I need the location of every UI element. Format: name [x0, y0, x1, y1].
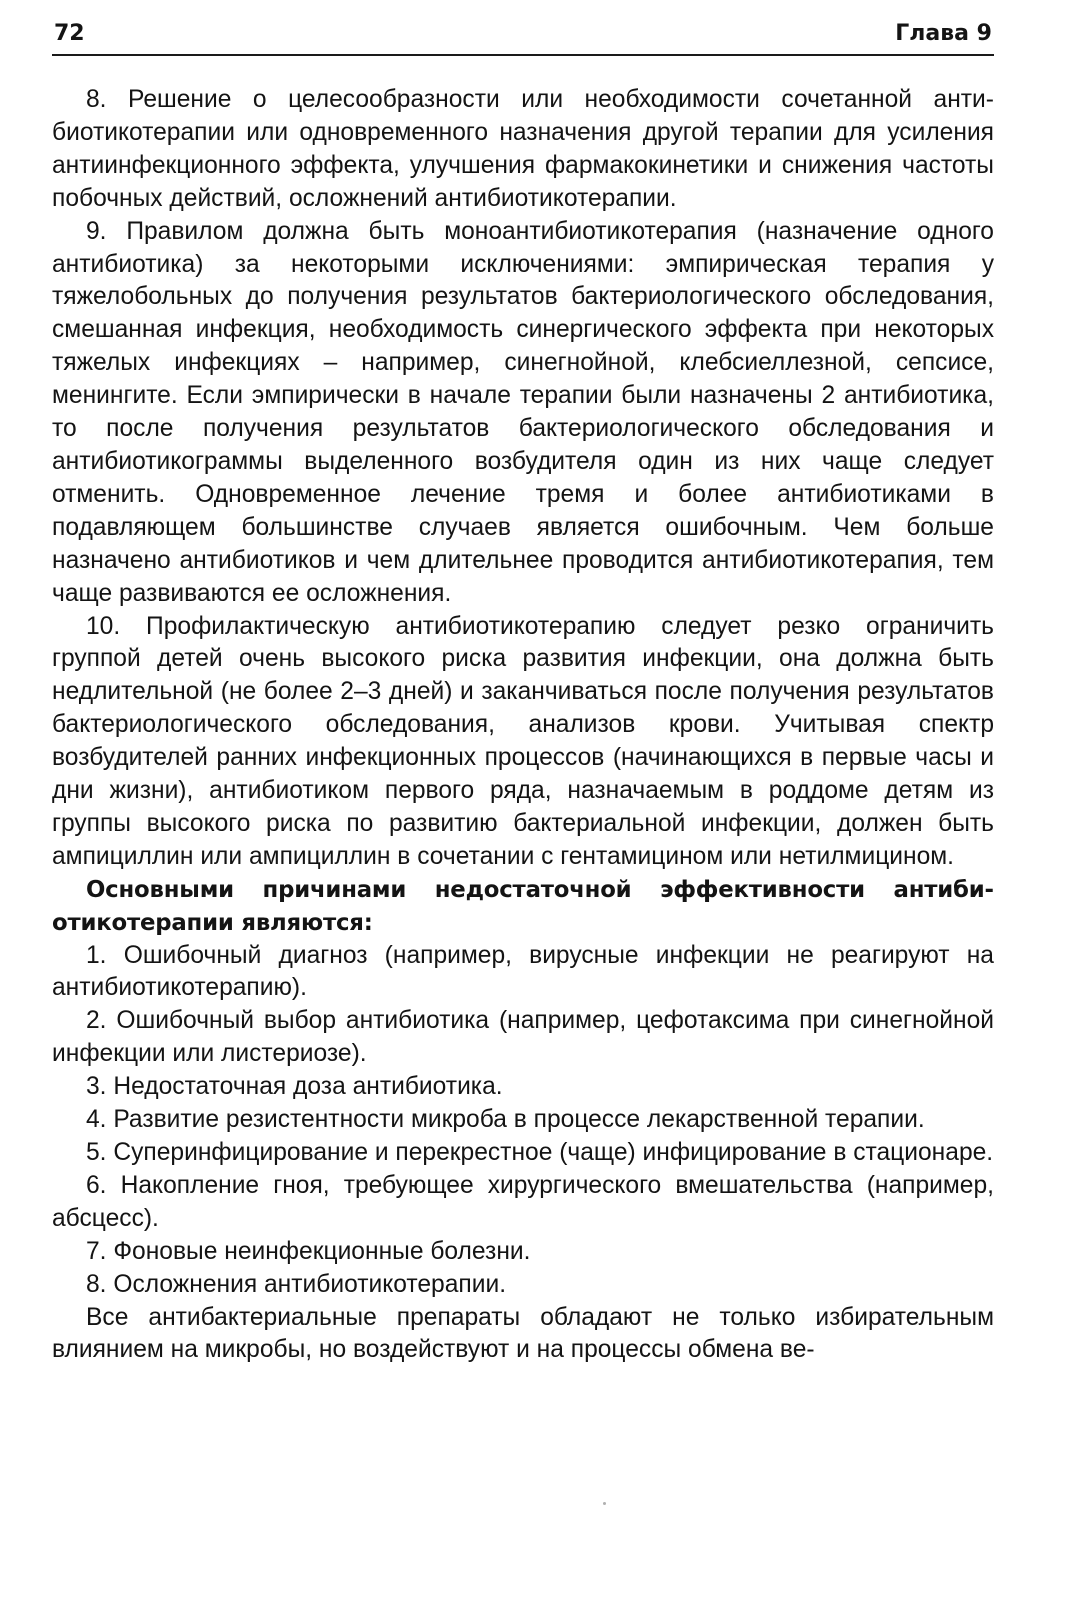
cause-item-7: 7. Фоновые неинфекционные болезни. — [86, 1237, 531, 1265]
cause-item-2: 2. Ошибочный выбор антибиотика (например, цефотаксима при синегнойной инфекции или листериозе). — [52, 1007, 994, 1068]
cause-item-4: 4. Развитие резистентности микроба в процессе лекарственной терапии. — [86, 1106, 925, 1134]
cause-item-6: 6. Накопление гноя, требующее хирургического вмешательства (например, абсцесс). — [52, 1171, 994, 1232]
cause-item-1: 1. Ошибочный диагноз (например, вирусные инфекции не реагируют на антибиотикотерапию). — [52, 941, 994, 1002]
paragraph-item-10: 10. Профилактическую антибиотикотерапию следует резко ограничить группой детей очень высокого риска развития инфекции, она должна быть недлительной (не более 2–3 дней) и заканчиваться после получения результатов бактериологического обследования, анализов крови. Учитывая спектр возбудителей ранних инфекционных процессов (начинающихся в первые часы и дни жизни), антибиотиком первого ряда, назначаемым в роддоме детям из группы высокого риска по развитию бактериальной инфекции, должен быть ампициллин или ампициллин в сочетании с гентамицином или нетилмицином. — [52, 612, 994, 870]
paragraph-item-9: 9. Правилом должна быть моноантибиотикотерапия (назначение одного антибиотика) за некоторыми исключениями: эмпирическая терапия у тяжелобольных до получения результатов бактериологического обследования, смешанная инфекция, необходимость синергического эффекта при некоторых тяжелых инфекциях – например, синегнойной, клебсиеллезной, сепсисе, менингите. Если эмпирически в начале терапии были назначены 2 антибиотика, то после получения результатов бактериологического обследования и антибиотикограммы выделенного возбудителя один из них чаще следует отменить. Одновременное лечение тремя и более антибиотиками в подавляющем большинстве случаев является ошибочным. Чем больше назначено антибиотиков и чем длительнее проводится антибиотикотерапия, тем чаще развиваются ее осложнения. — [52, 217, 994, 607]
paragraph-item-8: 8. Решение о целесообразности или необходимости сочетанной антибиотикотерапии или одновременного назначения другой терапии для усиления антиинфекционного эффекта, улучшения фармакокинетики и снижения частоты побочных действий, осложнений антибиотикотерапии. — [52, 86, 994, 212]
section-heading: Основными причинами недостаточной эффективности антибиотикотерапии являются: — [52, 876, 994, 936]
book-page — [52, 18, 994, 1367]
chapter-title: Глава 9 — [895, 21, 992, 46]
closing-paragraph: Все антибактериальные препараты обладают не только избирательным влиянием на микробы, но воздействуют и на процессы обмена ве- — [52, 1303, 994, 1364]
cause-item-5: 5. Суперинфицирование и перекрестное (чаще) инфицирование в стационаре. — [86, 1139, 994, 1166]
scan-speck — [603, 1502, 606, 1505]
page-body — [52, 84, 994, 1367]
page-header — [52, 18, 994, 56]
cause-item-8: 8. Осложнения антибиотикотерапии. — [86, 1270, 507, 1298]
page-number: 72 — [54, 21, 85, 46]
cause-item-3: 3. Недостаточная доза антибиотика. — [86, 1073, 503, 1101]
